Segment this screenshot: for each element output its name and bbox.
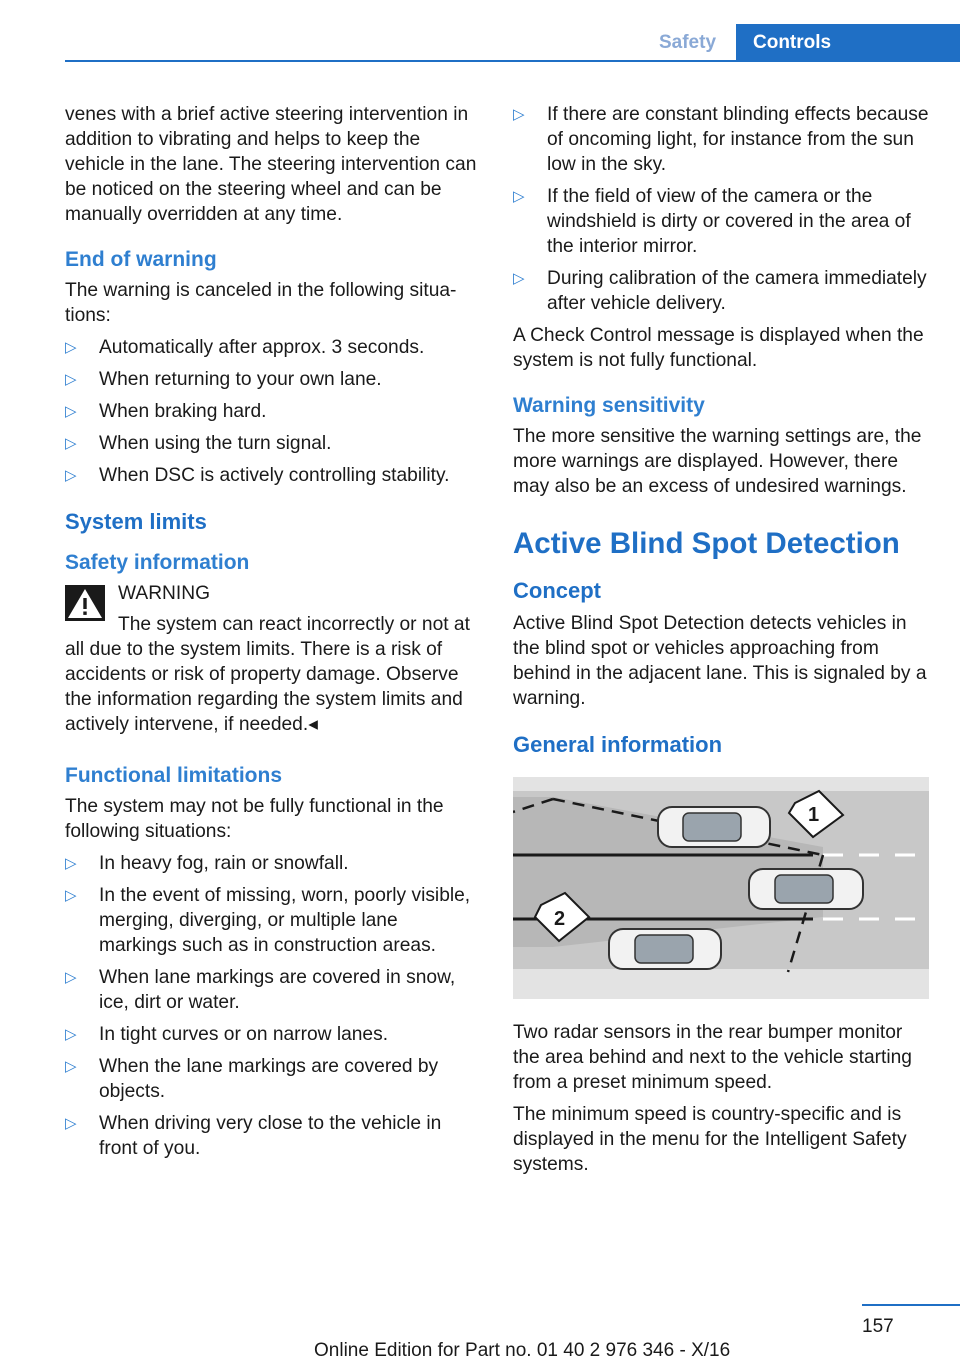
- car-icon: [658, 807, 770, 847]
- triangle-bullet-icon: ▷: [65, 403, 77, 420]
- triangle-bullet-icon: ▷: [65, 1026, 77, 1043]
- edition-footer: Online Edition for Part no. 01 40 2 976 346 - X/16: [314, 1340, 731, 1361]
- list-item: ▷ When lane markings are covered in snow, ice, dirt or water.: [65, 967, 456, 1013]
- end-of-warning-heading: End of warning: [65, 248, 217, 271]
- list-item: ▷ If there are constant blinding effects because of oncoming light, for instance from the sun low in the sky.: [513, 104, 929, 175]
- list-item: ▷ When returning to your own lane.: [65, 369, 382, 390]
- list-item: ▷ If the field of view of the camera or the windshield is dirty or covered in the area of the interior mirror.: [513, 186, 911, 257]
- warning-block: [65, 581, 480, 737]
- triangle-bullet-icon: ▷: [65, 467, 77, 484]
- triangle-bullet-icon: ▷: [513, 270, 525, 287]
- list-item: ▷ Automatically after approx. 3 seconds.: [65, 337, 425, 358]
- header-rule: [65, 60, 960, 62]
- list-item: ▷ When braking hard.: [65, 401, 267, 422]
- left-column: [65, 102, 480, 1168]
- functional-limitations-heading: Functional limitations: [65, 764, 283, 787]
- car-icon: [749, 869, 863, 909]
- warning-sensitivity-text: The more sensitive the warning settings are, the more warnings are displayed. However, there may also be an excess of undesired warnings.: [513, 426, 922, 497]
- triangle-bullet-icon: ▷: [65, 435, 77, 452]
- radar-sensors-text: Two radar sensors in the rear bumper monitor the area behind and next to the vehicle starting from a preset minimum speed.: [513, 1022, 912, 1093]
- list-item: ▷ When DSC is actively controlling stability.: [65, 465, 450, 486]
- triangle-bullet-icon: ▷: [513, 106, 525, 123]
- triangle-bullet-icon: ▷: [65, 339, 77, 356]
- warning-title: WARNING: [118, 583, 211, 604]
- warning-sensitivity-heading: Warning sensitivity: [513, 394, 705, 417]
- triangle-bullet-icon: ▷: [513, 188, 525, 205]
- triangle-bullet-icon: ▷: [65, 1115, 77, 1132]
- triangle-bullet-icon: ▷: [65, 1058, 77, 1075]
- list-item: ▷ When using the turn signal.: [65, 433, 332, 454]
- list-item: ▷ In tight curves or on narrow lanes.: [65, 1024, 389, 1045]
- right-column: [513, 102, 933, 1184]
- page-number: 157: [862, 1316, 894, 1337]
- callout-2-label: 2: [554, 908, 566, 930]
- end-of-warning-text: The warning is canceled in the following situations:: [65, 280, 457, 326]
- end-of-warning-list: [65, 335, 480, 488]
- check-control-text: A Check Control message is displayed when the system is not fully functional.: [513, 325, 924, 371]
- system-limits-heading: System limits: [65, 509, 207, 534]
- list-item: ▷ During calibration of the camera immediately after vehicle delivery.: [513, 268, 927, 314]
- tab-safety[interactable]: Safety: [658, 32, 717, 53]
- concept-heading: Concept: [513, 578, 601, 603]
- warning-triangle-icon: [65, 585, 105, 621]
- triangle-bullet-icon: ▷: [65, 969, 77, 986]
- safety-information-heading: Safety information: [65, 551, 250, 574]
- intro-paragraph: venes with a brief active steering intervention in addition to vibrating and helps to keep the vehicle in the lane. The steering intervention can be noticed on the steering wheel and can be manually overridden at any time.: [65, 104, 477, 225]
- triangle-bullet-icon: ▷: [65, 855, 77, 872]
- footer-rule: [862, 1304, 960, 1306]
- list-item: ▷ In heavy fog, rain or snowfall.: [65, 853, 349, 874]
- active-blind-spot-detection-heading: Active Blind Spot Detection: [513, 527, 900, 560]
- warning-text: The system can react incorrectly or not at all due to the system limits. There is a risk of accidents or risk of property damage. Observe the information regarding the system limits and actively intervene, if needed.◂: [65, 614, 470, 735]
- list-item: ▷ When driving very close to the vehicle in front of you.: [65, 1113, 442, 1159]
- tab-controls[interactable]: Controls: [736, 24, 960, 62]
- list-item: ▷ When the lane markings are covered by objects.: [65, 1056, 439, 1102]
- list-item: ▷ In the event of missing, worn, poorly visible, merging, diverging, or multiple lane markings such as in construction areas.: [65, 885, 471, 956]
- triangle-bullet-icon: ▷: [65, 887, 77, 904]
- functional-limitations-list: [65, 851, 480, 1161]
- triangle-bullet-icon: ▷: [65, 371, 77, 388]
- functional-limitations-text: The system may not be fully functional in the following situations:: [65, 796, 444, 842]
- car-icon: [609, 929, 721, 969]
- functional-limitations-list-continued: [513, 102, 933, 316]
- general-information-heading: General information: [513, 732, 723, 757]
- blind-spot-illustration: [513, 777, 929, 999]
- concept-text: Active Blind Spot Detection detects vehicles in the blind spot or vehicles approaching from behind in the adjacent lane. This is signaled by a warning.: [513, 613, 927, 709]
- callout-1-label: 1: [808, 804, 820, 826]
- minimum-speed-text: The minimum speed is country-specific and is displayed in the menu for the Intelligent Safety systems.: [513, 1104, 907, 1175]
